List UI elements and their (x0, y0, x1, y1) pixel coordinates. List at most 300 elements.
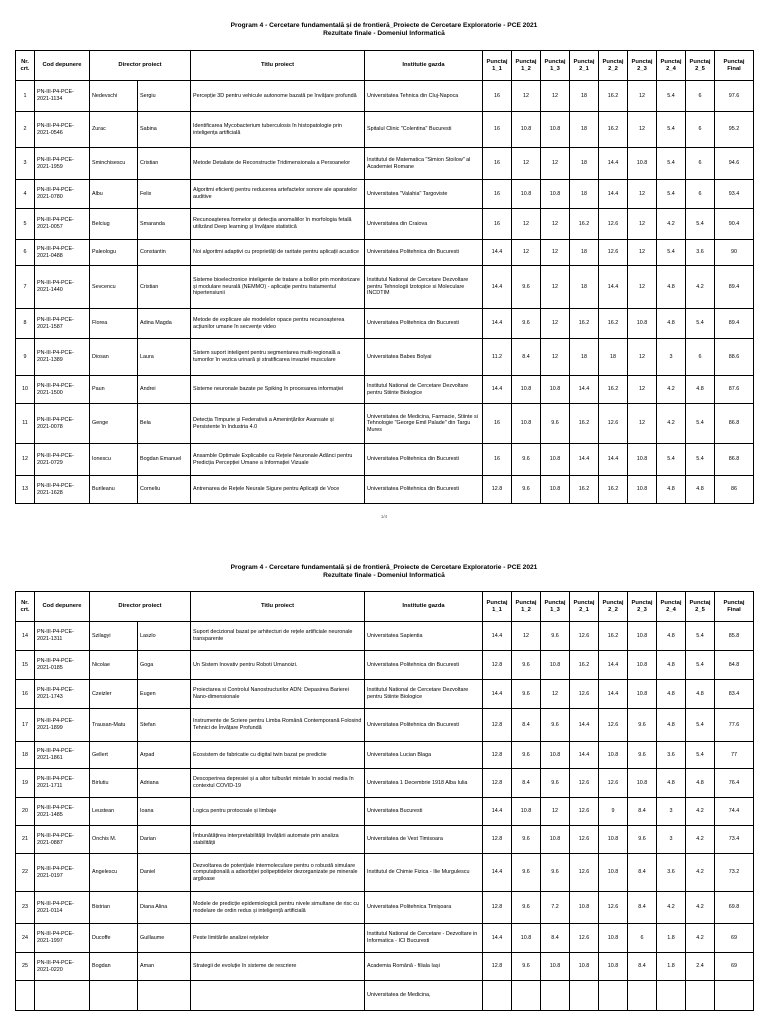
score-2-2: 14.4 (599, 266, 628, 309)
col-p11: Punctaj 1_1 (483, 592, 512, 622)
score-2-2: 12.6 (599, 404, 628, 444)
col-final: Punctaj Final (715, 592, 754, 622)
score-2-3: 12 (628, 404, 657, 444)
score-2-1: 16.2 (570, 309, 599, 339)
score-2-4: 3.6 (657, 854, 686, 892)
score-2-3: 8.4 (628, 854, 657, 892)
director-surname: Sminchisescu (90, 148, 138, 180)
score-final: 69 (715, 924, 754, 953)
score-2-4: 4.2 (657, 209, 686, 240)
score-final: 77.6 (715, 709, 754, 742)
submission-code: PN-III-P4-PCE-2021-0887 (35, 826, 90, 854)
score-1-3: 9.6 (541, 404, 570, 444)
score-2-4: 5.4 (657, 112, 686, 148)
score-1-3: 12 (541, 798, 570, 826)
score-2-4: 4.8 (657, 769, 686, 798)
table-header-row (16, 592, 754, 622)
table-body (16, 81, 754, 504)
score-2-2: 10.8 (599, 826, 628, 854)
score-1-2: 9.6 (512, 651, 541, 680)
score-2-1: 10.8 (570, 892, 599, 924)
score-2-3: 10.8 (628, 651, 657, 680)
host-institution: Universitatea Politehnica din Bucuresti (365, 709, 483, 742)
score-2-3: 12 (628, 339, 657, 376)
row-number: 11 (16, 404, 35, 444)
director-firstname: Adriana (138, 769, 191, 798)
director-surname: Nedevschi (90, 81, 138, 112)
score-1-2: 10.8 (512, 798, 541, 826)
host-institution: Universitatea Tehnica din Cluj-Napoca (365, 81, 483, 112)
score-1-2: 8.4 (512, 769, 541, 798)
score-2-5: 4.2 (686, 892, 715, 924)
director-surname: Czeizler (90, 680, 138, 709)
score-2-3: 12 (628, 209, 657, 240)
director-surname: Paleologu (90, 240, 138, 266)
submission-code: PN-III-P4-PCE-2021-1959 (35, 148, 90, 180)
host-institution: Universitatea de Vest Timisoara (365, 826, 483, 854)
score-2-2: 14.4 (599, 651, 628, 680)
director-surname: Florea (90, 309, 138, 339)
score-2-3: 8.4 (628, 798, 657, 826)
submission-code: PN-III-P4-PCE-2021-1628 (35, 476, 90, 504)
score-1-3: 10.8 (541, 180, 570, 209)
score-2-2: 14.4 (599, 680, 628, 709)
score-1-1: 16 (483, 404, 512, 444)
row-number: 2 (16, 112, 35, 148)
director-firstname: Goga (138, 651, 191, 680)
score-2-5: 4.8 (686, 476, 715, 504)
host-institution: Universitatea Sapientia (365, 622, 483, 651)
score-2-4: 4.8 (657, 309, 686, 339)
score-2-4: 5.4 (657, 148, 686, 180)
submission-code: PN-III-P4-PCE-2021-0114 (35, 892, 90, 924)
col-p11: Punctaj 1_1 (483, 51, 512, 81)
score-2-1: 18 (570, 180, 599, 209)
score-1-2: 9.6 (512, 680, 541, 709)
score-2-3: 9.6 (628, 826, 657, 854)
col-p22: Punctaj 2_2 (599, 51, 628, 81)
score-2-1: 14.4 (570, 444, 599, 476)
project-title: Identificarea Mycobacterium tuberculosis în histopatologie prin inteligența artificială (191, 112, 365, 148)
score-1-2 (512, 981, 541, 1011)
score-2-3: 10.8 (628, 148, 657, 180)
row-number: 3 (16, 148, 35, 180)
score-1-2: 9.6 (512, 742, 541, 769)
score-2-4: 3 (657, 826, 686, 854)
score-1-2: 12 (512, 622, 541, 651)
director-firstname: Diana Alina (138, 892, 191, 924)
col-p12: Punctaj 1_2 (512, 51, 541, 81)
col-p13: Punctaj 1_3 (541, 51, 570, 81)
score-2-3: 12 (628, 180, 657, 209)
score-final: 94.6 (715, 148, 754, 180)
score-final: 77 (715, 742, 754, 769)
score-2-2: 12.6 (599, 769, 628, 798)
score-final: 83.4 (715, 680, 754, 709)
col-p24: Punctaj 2_4 (657, 592, 686, 622)
score-1-2: 10.8 (512, 404, 541, 444)
score-2-1: 14.4 (570, 376, 599, 404)
col-cod: Cod depunere (35, 592, 90, 622)
score-1-3: 10.8 (541, 742, 570, 769)
score-1-2: 8.4 (512, 339, 541, 376)
page-2 (0, 540, 768, 1024)
host-institution: Institutul National de Cercetare Dezvoltare pentru Stiinte Biologice (365, 376, 483, 404)
table-row (16, 180, 754, 209)
score-1-2: 9.6 (512, 444, 541, 476)
table-row (16, 339, 754, 376)
row-number: 22 (16, 854, 35, 892)
director-surname: Burileanu (90, 476, 138, 504)
table-row (16, 769, 754, 798)
director-surname: Onchis M. (90, 826, 138, 854)
project-title: Suport decizional bazat pe arhitecturi de rețele artificiale neuronale transparente (191, 622, 365, 651)
project-title: Detecția Timpurie și Federativă a Amenințărilor Avansate și Persistente în Industria 4.0 (191, 404, 365, 444)
score-1-2: 10.8 (512, 112, 541, 148)
score-2-3: 10.8 (628, 680, 657, 709)
score-1-1: 12.8 (483, 826, 512, 854)
director-surname: Ionescu (90, 444, 138, 476)
director-surname: Birlutiu (90, 769, 138, 798)
project-title: Modele de predicție epidemiologică pentru nivele simultane de risc cu modelare de ordin redus și inteligență artificială (191, 892, 365, 924)
host-institution: Universitatea Babes Bolyai (365, 339, 483, 376)
score-final: 89.4 (715, 309, 754, 339)
row-number: 18 (16, 742, 35, 769)
score-2-3: 8.4 (628, 892, 657, 924)
table-row (16, 444, 754, 476)
score-1-1: 12.8 (483, 892, 512, 924)
director-surname: Sevcencu (90, 266, 138, 309)
submission-code: PN-III-P4-PCE-2021-0546 (35, 112, 90, 148)
submission-code: PN-III-P4-PCE-2021-0729 (35, 444, 90, 476)
project-title: Îmbunătățirea interpretabilității învățării automate prin analiza stabilității (191, 826, 365, 854)
row-number: 17 (16, 709, 35, 742)
score-2-2 (599, 981, 628, 1011)
score-2-3: 9.6 (628, 742, 657, 769)
director-surname: Angelescu (90, 854, 138, 892)
score-final: 73.4 (715, 826, 754, 854)
score-1-2: 12 (512, 209, 541, 240)
row-number: 15 (16, 651, 35, 680)
score-1-3 (541, 981, 570, 1011)
results-table (15, 50, 754, 504)
score-2-3: 12 (628, 266, 657, 309)
submission-code: PN-III-P4-PCE-2021-1389 (35, 339, 90, 376)
director-surname: Zurac (90, 112, 138, 148)
table-header-row (16, 51, 754, 81)
host-institution: Universitatea Lucian Blaga (365, 742, 483, 769)
director-firstname: Daniel (138, 854, 191, 892)
row-number: 1 (16, 81, 35, 112)
table-row (16, 376, 754, 404)
director-firstname: Felix (138, 180, 191, 209)
score-2-2: 12.6 (599, 240, 628, 266)
project-title: Ansamble Optimale Explicabile cu Rețele Neuronale Adânci pentru Predicția Percepției Umane a Informației Vizuale (191, 444, 365, 476)
score-2-4: 5.4 (657, 444, 686, 476)
table-row (16, 798, 754, 826)
project-title: Recunoașterea formelor și detecția anomaliilor în morfologia fetală utilizând Deep learning și învățare statistică (191, 209, 365, 240)
score-2-4 (657, 981, 686, 1011)
row-number: 21 (16, 826, 35, 854)
col-titlu: Titlu proiect (191, 592, 365, 622)
score-2-4: 1.8 (657, 924, 686, 953)
host-institution: Institutul National de Cercetare Dezvoltare pentru Stiinte Biologice (365, 680, 483, 709)
score-1-1: 16 (483, 81, 512, 112)
score-2-2: 10.8 (599, 924, 628, 953)
score-2-5: 4.8 (686, 376, 715, 404)
score-2-1: 18 (570, 81, 599, 112)
score-1-1: 12.8 (483, 709, 512, 742)
score-2-2: 10.8 (599, 953, 628, 981)
score-2-4: 4.8 (657, 622, 686, 651)
table-row (16, 622, 754, 651)
score-2-1: 18 (570, 240, 599, 266)
project-title: Sistem suport inteligent pentru segmentarea multi-regională a tumorilor în vezica urinară și stratificarea invaziei musculare (191, 339, 365, 376)
row-number: 24 (16, 924, 35, 953)
submission-code: PN-III-P4-PCE-2021-1440 (35, 266, 90, 309)
score-2-2: 12.6 (599, 709, 628, 742)
score-2-4: 5.4 (657, 240, 686, 266)
submission-code: PN-III-P4-PCE-2021-1500 (35, 376, 90, 404)
table-row (16, 680, 754, 709)
director-firstname: Darian (138, 826, 191, 854)
score-1-1: 16 (483, 180, 512, 209)
project-title: Dezvoltarea de potențiale intermoleculare pentru o robustă simulare computațională a adsorbției polipeptidelor dezorganizate pe minerale argiloase (191, 854, 365, 892)
score-1-2: 9.6 (512, 476, 541, 504)
score-2-1: 18 (570, 339, 599, 376)
host-institution: Universitatea 1 Decembrie 1918 Alba Iulia (365, 769, 483, 798)
score-2-5: 5.4 (686, 209, 715, 240)
score-final: 74.4 (715, 798, 754, 826)
score-2-5: 4.2 (686, 854, 715, 892)
director-firstname: Bela (138, 404, 191, 444)
score-1-1: 14.4 (483, 240, 512, 266)
host-institution: Universitatea "Valahia" Targoviste (365, 180, 483, 209)
row-number: 7 (16, 266, 35, 309)
score-2-5 (686, 981, 715, 1011)
director-firstname: Laszlo (138, 622, 191, 651)
score-2-1: 10.8 (570, 953, 599, 981)
score-2-4: 3.6 (657, 742, 686, 769)
row-number: 19 (16, 769, 35, 798)
score-1-2: 10.8 (512, 180, 541, 209)
results-table (15, 591, 754, 1011)
table-row (16, 209, 754, 240)
col-institutie: Institutie gazda (365, 51, 483, 81)
col-p25: Punctaj 2_5 (686, 592, 715, 622)
director-firstname (138, 981, 191, 1011)
score-1-2: 9.6 (512, 826, 541, 854)
project-title: Metode Detaliate de Reconstructie Tridimensionala a Persoanelor (191, 148, 365, 180)
score-final: 90.4 (715, 209, 754, 240)
score-2-1: 12.6 (570, 854, 599, 892)
score-2-5: 4.8 (686, 769, 715, 798)
director-firstname: Laura (138, 339, 191, 376)
director-surname: Genge (90, 404, 138, 444)
director-firstname: Sergiu (138, 81, 191, 112)
score-final: 93.4 (715, 180, 754, 209)
score-1-1: 14.4 (483, 854, 512, 892)
score-final: 95.2 (715, 112, 754, 148)
score-1-3: 12 (541, 339, 570, 376)
score-1-3: 9.6 (541, 769, 570, 798)
score-2-1: 14.4 (570, 742, 599, 769)
score-1-2: 9.6 (512, 892, 541, 924)
score-2-2: 12.6 (599, 209, 628, 240)
score-2-1: 16.2 (570, 404, 599, 444)
score-2-2: 16.2 (599, 309, 628, 339)
score-2-2: 18 (599, 339, 628, 376)
score-final: 97.6 (715, 81, 754, 112)
table-row (16, 81, 754, 112)
score-2-1: 16.2 (570, 476, 599, 504)
score-1-3: 9.6 (541, 622, 570, 651)
score-1-1: 16 (483, 112, 512, 148)
score-2-2: 16.2 (599, 112, 628, 148)
host-institution: Institutul de Matematica "Simion Stoilow" al Academiei Romane (365, 148, 483, 180)
host-institution: Universitatea Politehnica din Bucuresti (365, 476, 483, 504)
submission-code (35, 981, 90, 1011)
score-1-1: 16 (483, 209, 512, 240)
table-row (16, 742, 754, 769)
score-1-1: 14.4 (483, 798, 512, 826)
score-2-4: 1.8 (657, 953, 686, 981)
row-number: 4 (16, 180, 35, 209)
score-final: 76.4 (715, 769, 754, 798)
score-1-1: 14.4 (483, 924, 512, 953)
score-2-5: 2.4 (686, 953, 715, 981)
director-firstname: Stefan (138, 709, 191, 742)
score-2-5: 5.4 (686, 622, 715, 651)
director-surname: Gellert (90, 742, 138, 769)
host-institution: Spitalul Clinic "Colentina" Bucuresti (365, 112, 483, 148)
score-2-1: 18 (570, 148, 599, 180)
table-row (16, 266, 754, 309)
score-2-4: 3 (657, 798, 686, 826)
director-firstname: Sabina (138, 112, 191, 148)
director-surname: Bistrian (90, 892, 138, 924)
director-firstname: Eugen (138, 680, 191, 709)
score-2-4: 4.8 (657, 651, 686, 680)
score-1-1: 12.8 (483, 953, 512, 981)
submission-code: PN-III-P4-PCE-2021-1743 (35, 680, 90, 709)
document-subtitle: Rezultate finale - Domeniul Informatică (323, 572, 445, 579)
project-title: Proiectarea si Controlul Nanostructurilor ADN: Depasirea Barierei Nano-dimensionale (191, 680, 365, 709)
row-number: 20 (16, 798, 35, 826)
row-number (16, 981, 35, 1011)
director-surname: Belciug (90, 209, 138, 240)
director-firstname: Adina Magda (138, 309, 191, 339)
score-1-1: 12.8 (483, 651, 512, 680)
row-number: 16 (16, 680, 35, 709)
score-1-3: 12 (541, 209, 570, 240)
score-1-1: 16 (483, 444, 512, 476)
table-row (16, 709, 754, 742)
table-row (16, 651, 754, 680)
host-institution: Universitatea Politehnica din Bucuresti (365, 444, 483, 476)
project-title: Instrumente de Scriere pentru Limba Română Contemporană Folosind Tehnici de Învățare Profundă (191, 709, 365, 742)
score-1-2: 10.8 (512, 376, 541, 404)
score-final: 86 (715, 476, 754, 504)
director-firstname: Arpad (138, 742, 191, 769)
project-title: Noi algoritmi adaptivi cu proprietăți de raritate pentru aplicații acustice (191, 240, 365, 266)
score-2-3: 12 (628, 240, 657, 266)
score-1-2: 9.6 (512, 309, 541, 339)
submission-code: PN-III-P4-PCE-2021-0197 (35, 854, 90, 892)
col-p12: Punctaj 1_2 (512, 592, 541, 622)
score-1-1: 14.4 (483, 266, 512, 309)
score-final: 89.4 (715, 266, 754, 309)
score-2-1 (570, 981, 599, 1011)
col-director: Director proiect (90, 592, 191, 622)
score-2-3: 12 (628, 112, 657, 148)
row-number: 23 (16, 892, 35, 924)
score-2-5: 6 (686, 148, 715, 180)
score-1-3: 12 (541, 240, 570, 266)
score-1-2: 12 (512, 240, 541, 266)
project-title (191, 981, 365, 1011)
score-2-5: 4.2 (686, 924, 715, 953)
director-firstname: Aman (138, 953, 191, 981)
score-2-1: 16.2 (570, 209, 599, 240)
submission-code: PN-III-P4-PCE-2021-0488 (35, 240, 90, 266)
table-row (16, 892, 754, 924)
score-1-2: 9.6 (512, 854, 541, 892)
score-2-5: 5.4 (686, 404, 715, 444)
col-p21: Punctaj 2_1 (570, 51, 599, 81)
director-surname: Ducoffe (90, 924, 138, 953)
score-2-3: 12 (628, 81, 657, 112)
score-1-1: 11.2 (483, 339, 512, 376)
submission-code: PN-III-P4-PCE-2021-1134 (35, 81, 90, 112)
score-final: 84.8 (715, 651, 754, 680)
score-2-3: 10.8 (628, 769, 657, 798)
score-1-2: 8.4 (512, 709, 541, 742)
host-institution: Universitatea Politehnica din Bucuresti (365, 309, 483, 339)
director-surname: Bogdan (90, 953, 138, 981)
submission-code: PN-III-P4-PCE-2021-0220 (35, 953, 90, 981)
director-firstname: Guillaume (138, 924, 191, 953)
score-2-3: 10.8 (628, 444, 657, 476)
project-title: Metode de explicare ale modelelor opace pentru recunoașterea acțiunilor umane în secvențe video (191, 309, 365, 339)
score-1-3: 12 (541, 148, 570, 180)
score-1-1: 12.8 (483, 476, 512, 504)
director-surname: Szilagyi (90, 622, 138, 651)
score-2-5: 4.2 (686, 826, 715, 854)
table-row (16, 826, 754, 854)
project-title: Percepție 3D pentru vehicule autonome bazată pe învățare profundă (191, 81, 365, 112)
host-institution: Universitatea de Medicina, (365, 981, 483, 1011)
score-2-5: 4.2 (686, 266, 715, 309)
score-2-5: 4.8 (686, 680, 715, 709)
submission-code: PN-III-P4-PCE-2021-0078 (35, 404, 90, 444)
director-surname (90, 981, 138, 1011)
row-number: 12 (16, 444, 35, 476)
table-row (16, 112, 754, 148)
score-2-1: 12.6 (570, 680, 599, 709)
director-firstname: Constantin (138, 240, 191, 266)
score-2-3: 6 (628, 924, 657, 953)
score-1-1: 14.4 (483, 622, 512, 651)
project-title: Antrenarea de Rețele Neurale Sigure pentru Aplicații de Voce (191, 476, 365, 504)
score-1-3: 10.8 (541, 826, 570, 854)
col-p22: Punctaj 2_2 (599, 592, 628, 622)
submission-code: PN-III-P4-PCE-2021-1997 (35, 924, 90, 953)
score-final: 90 (715, 240, 754, 266)
row-number: 9 (16, 339, 35, 376)
col-final: Punctaj Final (715, 51, 754, 81)
score-1-2: 12 (512, 81, 541, 112)
